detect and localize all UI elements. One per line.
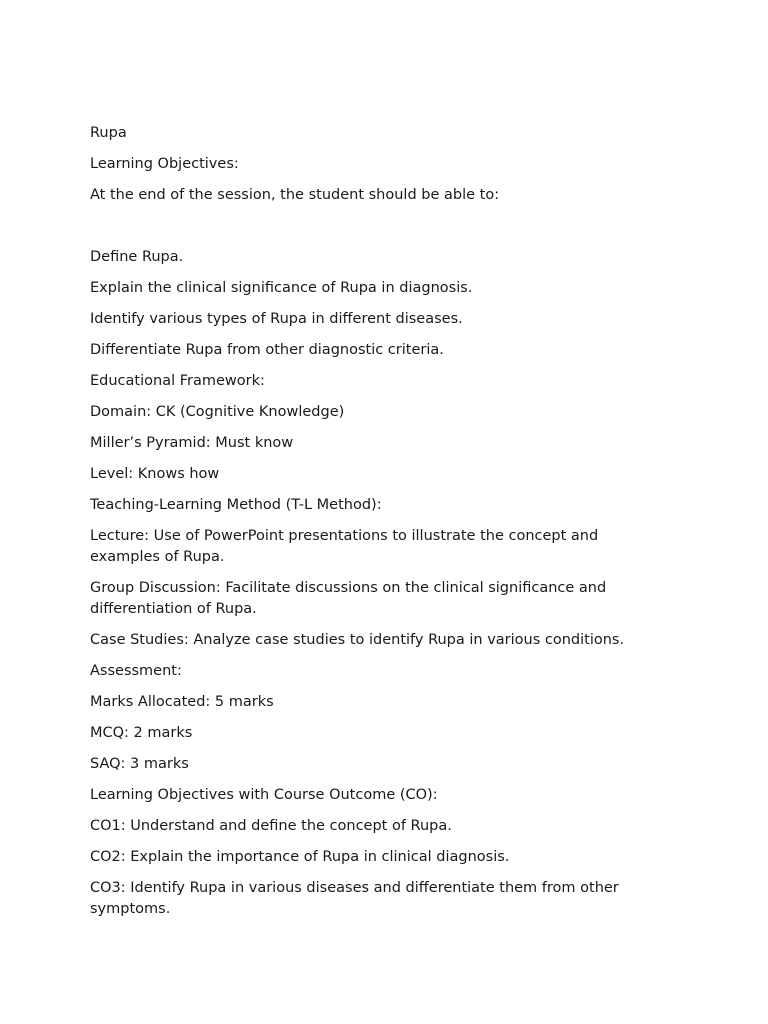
section-heading: Learning Objectives with Course Outcome (CO):	[90, 787, 438, 803]
paragraph: Learning Objectives:	[90, 156, 239, 172]
paragraph: MCQ: 2 marks	[90, 725, 193, 741]
paragraph: CO2: Explain the importance of Rupa in clinical diagnosis.	[90, 849, 510, 865]
document-title: Rupa	[90, 125, 127, 141]
paragraph: Explain the clinical significance of Rupa in diagnosis.	[90, 280, 473, 296]
paragraph: Identify various types of Rupa in different diseases.	[90, 311, 463, 327]
paragraph: CO1: Understand and define the concept of Rupa.	[90, 818, 452, 834]
section-heading: Educational Framework:	[90, 373, 265, 389]
paragraph: At the end of the session, the student should be able to:	[90, 187, 500, 203]
paragraph: Group Discussion: Facilitate discussions on the clinical significance and differentiation of Rupa.	[90, 580, 607, 617]
document-body	[90, 123, 650, 930]
paragraph: Case Studies: Analyze case studies to identify Rupa in various conditions.	[90, 632, 625, 648]
paragraph: SAQ: 3 marks	[90, 756, 189, 772]
paragraph: Lecture: Use of PowerPoint presentations to illustrate the concept and examples of Rupa.	[90, 528, 599, 565]
paragraph: Domain: CK (Cognitive Knowledge)	[90, 404, 345, 420]
paragraph: Level: Knows how	[90, 466, 220, 482]
paragraph: CO3: Identify Rupa in various diseases and differentiate them from other symptoms.	[90, 880, 619, 917]
paragraph: Define Rupa.	[90, 249, 184, 265]
section-heading: Assessment:	[90, 663, 182, 679]
paragraph: Marks Allocated: 5 marks	[90, 694, 274, 710]
empty-line	[90, 216, 650, 237]
paragraph: Differentiate Rupa from other diagnostic criteria.	[90, 342, 444, 358]
paragraph: Miller’s Pyramid: Must know	[90, 435, 294, 451]
section-heading: Teaching-Learning Method (T-L Method):	[90, 497, 382, 513]
